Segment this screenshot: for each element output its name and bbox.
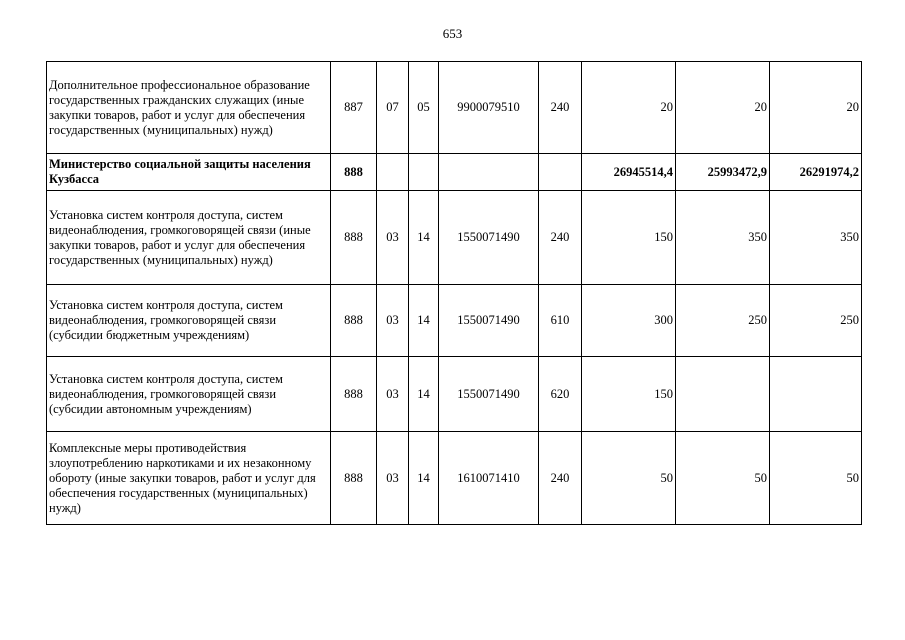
ministry-code: 888 [331,357,377,432]
target-article-code: 1610071410 [439,432,539,525]
row-name: Дополнительное профессиональное образование государственных гражданских служащих (иные закупки товаров, работ и услуг для обеспечения государственных (муниципальных) нужд) [47,62,331,154]
amount-year-2: 250 [676,285,770,357]
section-code: 03 [377,191,409,285]
amount-year-1: 26945514,4 [582,154,676,191]
subsection-code: 05 [409,62,439,154]
ministry-code: 887 [331,62,377,154]
subsection-code [409,154,439,191]
target-article-code [439,154,539,191]
subsection-code: 14 [409,432,439,525]
table-row [47,357,862,432]
amount-year-1: 300 [582,285,676,357]
amount-year-1: 150 [582,357,676,432]
budget-table [46,61,862,525]
target-article-code: 1550071490 [439,191,539,285]
expense-type-code [539,154,582,191]
table-row [47,62,862,154]
amount-year-3: 50 [770,432,862,525]
amount-year-2: 350 [676,191,770,285]
ministry-code: 888 [331,285,377,357]
amount-year-1: 20 [582,62,676,154]
amount-year-2: 25993472,9 [676,154,770,191]
page-number: 653 [442,26,463,41]
table-row [47,154,862,191]
section-code: 07 [377,62,409,154]
expense-type-code: 620 [539,357,582,432]
subsection-code: 14 [409,357,439,432]
subsection-code: 14 [409,191,439,285]
table-row [47,191,862,285]
table-row [47,432,862,525]
amount-year-1: 150 [582,191,676,285]
section-code: 03 [377,357,409,432]
amount-year-2: 20 [676,62,770,154]
expense-type-code: 240 [539,62,582,154]
expense-type-code: 240 [539,432,582,525]
row-name: Установка систем контроля доступа, систем видеонаблюдения, громкоговорящей связи (субсидии автономным учреждениям) [47,357,331,432]
ministry-code: 888 [331,154,377,191]
section-code: 03 [377,432,409,525]
amount-year-3: 20 [770,62,862,154]
subsection-code: 14 [409,285,439,357]
expense-type-code: 610 [539,285,582,357]
section-code [377,154,409,191]
row-name: Установка систем контроля доступа, систем видеонаблюдения, громкоговорящей связи (субсидии бюджетным учреждениям) [47,285,331,357]
row-name: Комплексные меры противодействия злоупотреблению наркотиками и их незаконному обороту (иные закупки товаров, работ и услуг для обеспечения государственных (муниципальных) нужд) [47,432,331,525]
target-article-code: 9900079510 [439,62,539,154]
amount-year-3 [770,357,862,432]
row-name: Министерство социальной защиты населения Кузбасса [47,154,331,191]
amount-year-2 [676,357,770,432]
ministry-code: 888 [331,191,377,285]
ministry-code: 888 [331,432,377,525]
amount-year-3: 250 [770,285,862,357]
table-row [47,285,862,357]
target-article-code: 1550071490 [439,357,539,432]
amount-year-3: 26291974,2 [770,154,862,191]
row-name: Установка систем контроля доступа, систем видеонаблюдения, громкоговорящей связи (иные закупки товаров, работ и услуг для обеспечения государственных (муниципальных) нужд) [47,191,331,285]
section-code: 03 [377,285,409,357]
amount-year-1: 50 [582,432,676,525]
amount-year-3: 350 [770,191,862,285]
amount-year-2: 50 [676,432,770,525]
target-article-code: 1550071490 [439,285,539,357]
expense-type-code: 240 [539,191,582,285]
